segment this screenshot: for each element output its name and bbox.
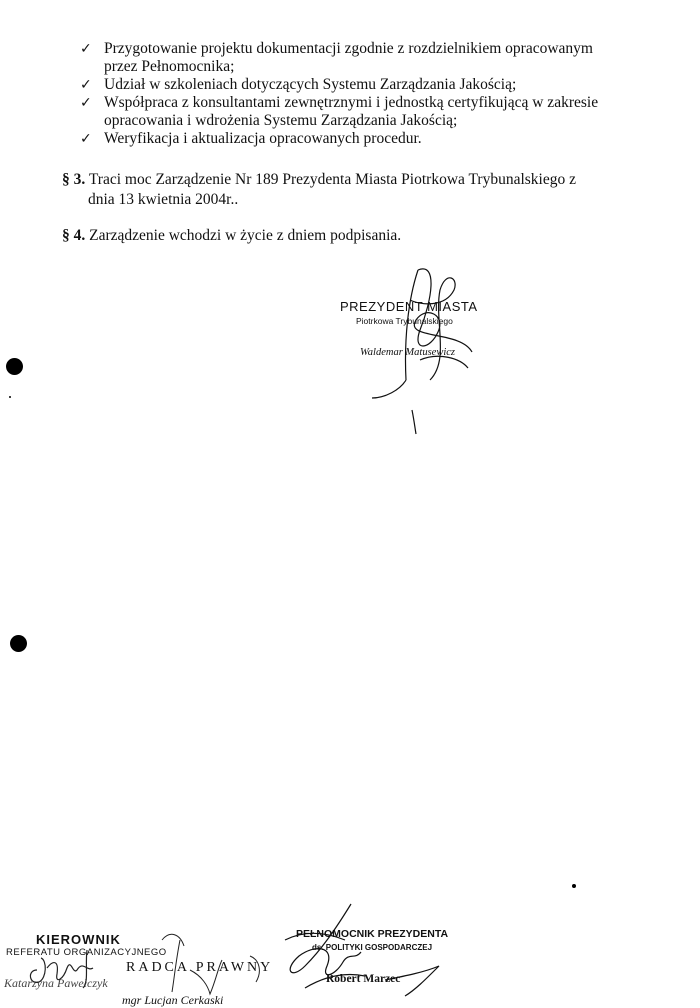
radca-signature-icon <box>150 920 280 1000</box>
section-text: Zarządzenie wchodzi w życie z dniem podpisania. <box>89 227 402 244</box>
section-3 <box>62 170 642 210</box>
speck-icon <box>572 884 576 888</box>
kierownik-unit: REFERATU ORGANIZACYJNEGO <box>6 947 167 958</box>
punch-hole-icon <box>6 358 23 375</box>
president-stamp-title: PREZYDENT MIASTA <box>340 299 478 314</box>
pelnomocnik-title: PEŁNOMOCNIK PREZYDENTA <box>296 928 449 940</box>
pelnomocnik-unit: ds. POLITYKI GOSPODARCZEJ <box>312 943 433 952</box>
section-text-continuation: dnia 13 kwietnia 2004r.. <box>88 191 239 208</box>
list-item-continuation: opracowania i wdrożenia Systemu Zarządzania Jakością; <box>104 112 458 129</box>
radca-name: mgr Lucjan Cerkaski <box>122 993 224 1007</box>
punch-hole-icon <box>10 635 27 652</box>
president-stamp-city: Piotrkowa Trybunalskiego <box>356 316 453 326</box>
kierownik-title: KIEROWNIK <box>36 932 121 947</box>
section-number: § 4. <box>62 227 86 244</box>
list-item: ✓ Przygotowanie projektu dokumentacji zgodnie z rozdzielnikiem opracowanym <box>80 40 593 57</box>
pelnomocnik-signature-icon <box>265 900 445 1000</box>
checkmark-icon: ✓ <box>80 77 92 93</box>
list-item: ✓ Współpraca z konsultantami zewnętrznymi i jednostką certyfikującą w zakresie <box>80 94 599 111</box>
section-text: Traci moc Zarządzenie Nr 189 Prezydenta Miasta Piotrkowa Trybunalskiego z <box>88 171 576 188</box>
section-4 <box>62 226 642 246</box>
kierownik-name: Katarzyna Pawełczyk <box>4 976 108 990</box>
list-item: ✓ Udział w szkoleniach dotyczących Systemu Zarządzania Jakością; <box>80 76 517 93</box>
list-item: ✓ Weryfikacja i aktualizacja opracowanych procedur. <box>80 130 422 147</box>
kierownik-signature-icon <box>25 940 115 990</box>
checkmark-icon: ✓ <box>80 95 92 111</box>
president-stamp-name: Waldemar Matusewicz <box>360 347 455 358</box>
speck-icon <box>9 396 11 398</box>
radca-title: RADCA PRAWNY <box>126 960 274 975</box>
checkmark-icon: ✓ <box>80 131 92 147</box>
list-item-continuation: przez Pełnomocnika; <box>104 58 235 75</box>
section-number: § 3. <box>62 171 86 188</box>
pelnomocnik-name: Robert Marzec <box>326 973 401 985</box>
president-signature-icon <box>360 260 490 440</box>
checkmark-icon: ✓ <box>80 41 92 57</box>
task-list <box>80 40 660 148</box>
